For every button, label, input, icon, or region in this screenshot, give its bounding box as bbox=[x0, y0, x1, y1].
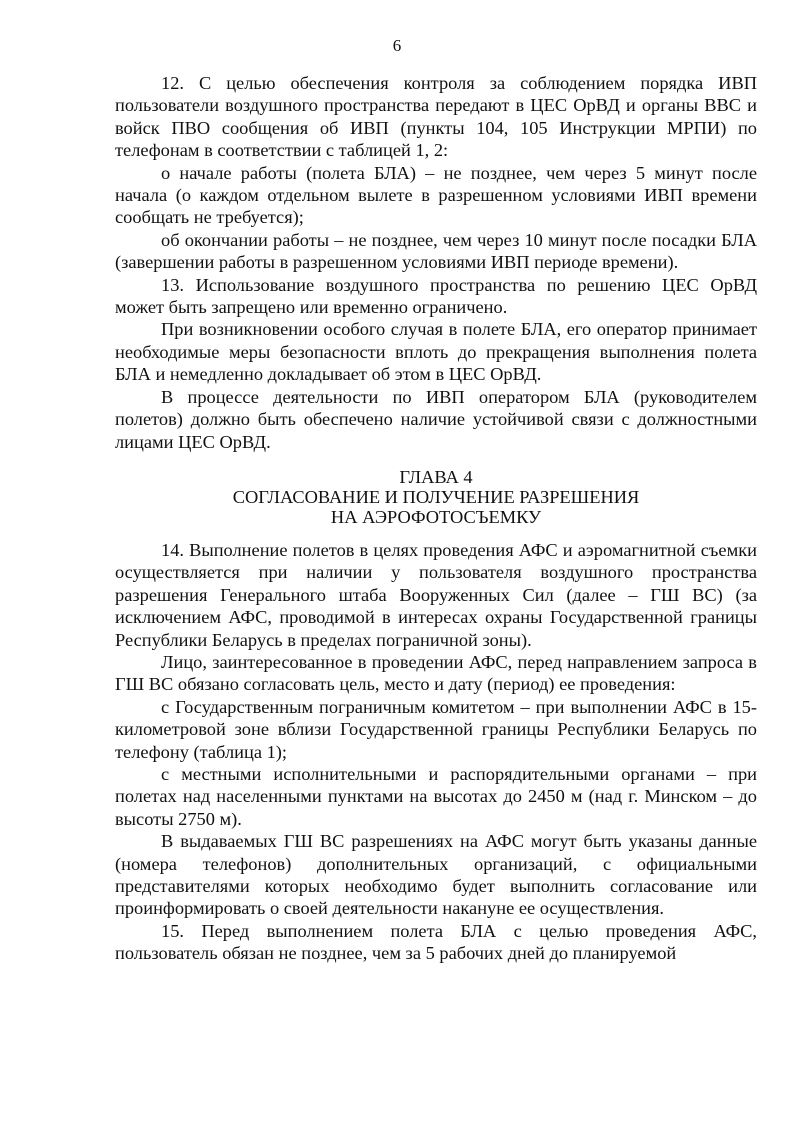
chapter-title-line-2: НА АЭРОФОТОСЪЕМКУ bbox=[330, 506, 542, 527]
page-number: 6 bbox=[392, 36, 402, 55]
chapter-number: ГЛАВА 4 bbox=[399, 466, 473, 487]
chapter-heading bbox=[115, 467, 757, 527]
paragraph-communication: В процессе деятельности по ИВП оператором БЛА (руководителем полетов) должно быть обеспечено наличие устойчивой связи с должностными лицами ЦЕС ОрВД. bbox=[115, 386, 757, 452]
paragraph-end-notice: об окончании работы – не позднее, чем через 10 минут после посадки БЛА (завершении работы в разрешенном условиями ИВП периоде времени). bbox=[115, 229, 757, 273]
paragraph-border-committee: с Государственным пограничным комитетом – при выполнении АФС в 15-километровой зоне вблизи Государственной границы Республики Беларусь по телефону (таблица 1); bbox=[115, 696, 757, 762]
paragraph-14: 14. Выполнение полетов в целях проведения АФС и аэромагнитной съемки осуществляется при наличии у пользователя воздушного пространства разрешения Генерального штаба Вооруженных Сил (далее – ГШ ВС) (за исключением АФС, проводимой в интересах охраны Государственной границы Республики Беларусь в пределах пограничной зоны). bbox=[115, 539, 757, 650]
chapter-title-line-1: СОГЛАСОВАНИЕ И ПОЛУЧЕНИЕ РАЗРЕШЕНИЯ bbox=[232, 486, 640, 507]
paragraph-coordination: Лицо, заинтересованное в проведении АФС, перед направлением запроса в ГШ ВС обязано согласовать цель, место и дату (период) ее проведения: bbox=[115, 651, 757, 695]
paragraph-15: 15. Перед выполнением полета БЛА с целью проведения АФС, пользователь обязан не позднее, чем за 5 рабочих дней до планируемой bbox=[115, 920, 757, 964]
paragraph-12: 12. С целью обеспечения контроля за соблюдением порядка ИВП пользователи воздушного пространства передают в ЦЕС ОрВД и органы ВВС и войск ПВО сообщения об ИВП (пункты 104, 105 Инструкции МРПИ) по телефонам в соответствии с таблицей 1, 2: bbox=[115, 73, 757, 161]
paragraph-special-case: При возникновении особого случая в полете БЛА, его оператор принимает необходимые меры безопасности вплоть до прекращения выполнения полета БЛА и немедленно докладывает об этом в ЦЕС ОрВД. bbox=[115, 319, 757, 385]
paragraph-additional-organizations: В выдаваемых ГШ ВС разрешениях на АФС могут быть указаны данные (номера телефонов) дополнительных организаций, с официальными представителями которых необходимо будет выполнить согласование или проинформировать о своей деятельности накануне ее осуществления. bbox=[115, 831, 757, 919]
paragraph-13: 13. Использование воздушного пространства по решению ЦЕС ОрВД может быть запрещено или временно ограничено. bbox=[115, 274, 757, 318]
document-body bbox=[115, 72, 757, 965]
paragraph-local-authorities: с местными исполнительными и распорядительными органами – при полетах над населенными пунктами на высотах до 2450 м (над г. Минском – до высоты 2750 м). bbox=[115, 763, 757, 829]
paragraph-start-notice: о начале работы (полета БЛА) – не позднее, чем через 5 минут после начала (о каждом отдельном вылете в разрешенном условиями ИВП времени сообщать не требуется); bbox=[115, 162, 757, 228]
